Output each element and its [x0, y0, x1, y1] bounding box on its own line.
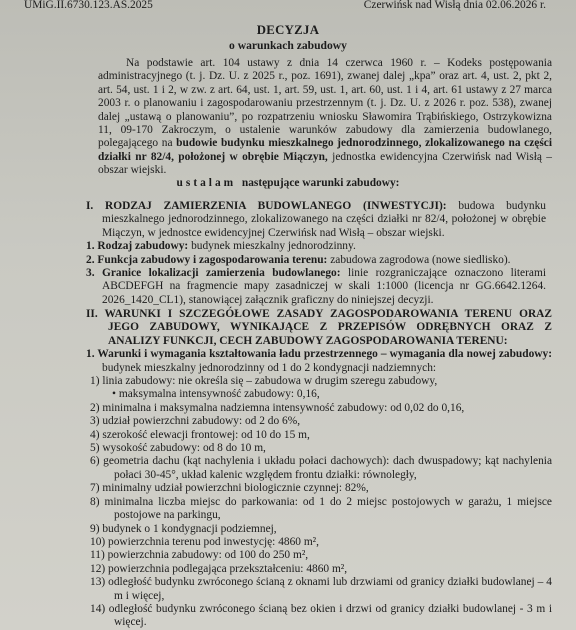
list-item: 13) odległość budynku zwróconego ścianą z oknami lub drzwiami od granicy działki budowlanej – 4 m i więcej,	[90, 576, 552, 602]
list-item: 1) linia zabudowy: nie określa się – zabudowa w drugim szeregu zabudowy,	[90, 375, 438, 388]
list-item: 5) wysokość zabudowy: od 8 do 10 m,	[90, 442, 266, 455]
item-text: zabudowa zagrodowa (nowe siedlisko).	[330, 253, 511, 266]
ustalam-word: ustalam	[176, 177, 237, 189]
list-item	[86, 267, 546, 307]
document-title: DECYZJA	[256, 23, 320, 37]
intro-bold: budowie budynku mieszkalnego jednorodzinnego, zlokalizowanego na części działki nr 82/4, położonej w obrębie Miączyn,	[98, 137, 553, 163]
list-item: 14) odległość budynku zwróconego ścianą bez okien i drzwi od granicy działki budowlanej - 3 m i więcej.	[90, 602, 552, 629]
ustalam-line	[0, 177, 576, 190]
place-date: Czerwińsk nad Wisłą dnia 02.06.2026 r.	[363, 0, 546, 11]
document-header	[24, 0, 558, 12]
list-item: 4) szerokość elewacji frontowej: od 10 do 15 m,	[90, 428, 310, 441]
list-item: 11) powierzchnia zabudowy: od 100 do 250 m²,	[90, 549, 309, 562]
item-text: budynek mieszkalny jednorodzinny.	[191, 240, 356, 253]
section-2-item-1	[86, 348, 552, 375]
item-1-text: budynek mieszkalny jednorodzinny od 1 do 2 kondygnacji nadziemnych:	[102, 361, 437, 374]
list-item: 8) minimalna liczba miejsc do parkowania: od 1 do 2 miejsc postojowych w garażu, 1 miejsce postojowe na parkingu,	[90, 495, 552, 522]
list-item: 2) minimalna i maksymalna nadziemna intensywność zabudowy: od 0,02 do 0,16,	[90, 401, 465, 414]
intro-paragraph	[98, 57, 552, 178]
section-1-heading	[86, 200, 546, 240]
list-item: 9) budynek o 1 kondygnacji podziemnej,	[90, 522, 277, 535]
section-1-text: budowa budynku mieszkalnego jednorodzinnego, zlokalizowanego na części działki nr 82/4, położonej w obrębie Miączyn, w jednostce ewidencyjnej Czerwińsk nad Wisłą – obszar wiejski.	[102, 200, 546, 239]
section-2-heading: II. WARUNKI I SZCZEGÓŁOWE ZASADY ZAGOSPODAROWANIA TERENU ORAZ JEGO ZABUDOWY, WYNIKAJĄCE Z PRZEPISÓW ODRĘBNYCH ORAZ Z ANALIZY FUNKCJI, CECH ZABUDOWY ZAGOSPODAROWANIA TERENU:	[86, 308, 552, 347]
list-item	[86, 240, 546, 253]
list-item: 12) powierzchnia podlegająca przekształceniu: 4860 m²,	[90, 562, 348, 575]
section-2	[86, 308, 552, 630]
intro-text-2: jednostka ewidencyjna Czerwińsk nad Wisłą – obszar wiejski.	[98, 150, 552, 177]
list-item: 3) udział powierzchni zabudowy: od 2 do 6%,	[90, 415, 301, 428]
item-number: 2.	[86, 253, 95, 266]
list-item: 10) powierzchnia terenu pod inwestycję: 4860 m²,	[90, 535, 319, 548]
list-item	[86, 254, 546, 267]
section-1	[86, 200, 546, 307]
item-text: linie rozgraniczające oznaczono literami ABCDEFGH na fragmencie mapy zasadniczej w skali 1:1000 (licencja nr GG.6642.1264. 2026_1420_CL1), stanowiącej załącznik graficzny do niniejszej decyzji.	[102, 267, 546, 306]
section-1-label: I. RODZAJ ZAMIERZENIA BUDOWLANEGO (INWESTYCJI):	[86, 200, 447, 212]
reference-number: UMiG.II.6730.123.AS.2025	[24, 0, 153, 11]
item-number: 3.	[86, 267, 95, 280]
list-item: 6) geometria dachu (kąt nachylenia i układu połaci dachowych): dach dwuspadowy; kąt nachylenia połaci 30-45°, układ kalenic względem frontu działki: równoległy,	[90, 455, 552, 481]
item-1-label: 1. Warunki i wymagania kształtowania ładu przestrzennego – wymagania dla nowej zabudowy:	[86, 348, 552, 361]
bullet-item: • maksymalna intensywność zabudowy: 0,16,	[112, 388, 320, 401]
item-label: Granice lokalizacji zamierzenia budowlanego:	[101, 267, 341, 280]
item-label: Funkcja zabudowy i zagospodarowania terenu:	[97, 253, 328, 266]
ustalam-rest: następujące warunki zabudowy:	[241, 177, 400, 189]
document-subtitle: o warunkach zabudowy	[229, 39, 347, 52]
list-item: 7) minimalny udział powierzchni biologicznie czynnej: 82%,	[90, 482, 369, 495]
item-label: Rodzaj zabudowy:	[97, 240, 189, 253]
intro-text-1: Na podstawie art. 104 ustawy z dnia 14 czerwca 1960 r. – Kodeks postępowania administracyjnego (t. j. Dz. U. z 2025 r., poz. 1691), zwanej dalej „kpa” oraz art. 4, ust. 2, pkt 2, art. 54, ust. 1 i 2, w zw. z art. 64, ust. 1, art. 59, ust. 1, art. 60, ust. 1 i 4, art. 61 ustawy z 27 marca 2003 r. o planowaniu i zagospodarowaniu przestrzennym (t. j. Dz. U. z 2026 r. poz. 538), zwanej dalej „ustawą o planowaniu”, po rozpatrzeniu wniosku Sławomira Trąbińskiego, Ostrzykowizna 11, 09-170 Zakroczym, o ustalenie warunków zabudowy dla zamierzenia budowlanego, polegającego na	[98, 57, 552, 150]
section-1-items	[86, 240, 546, 307]
item-number: 1.	[86, 240, 95, 253]
